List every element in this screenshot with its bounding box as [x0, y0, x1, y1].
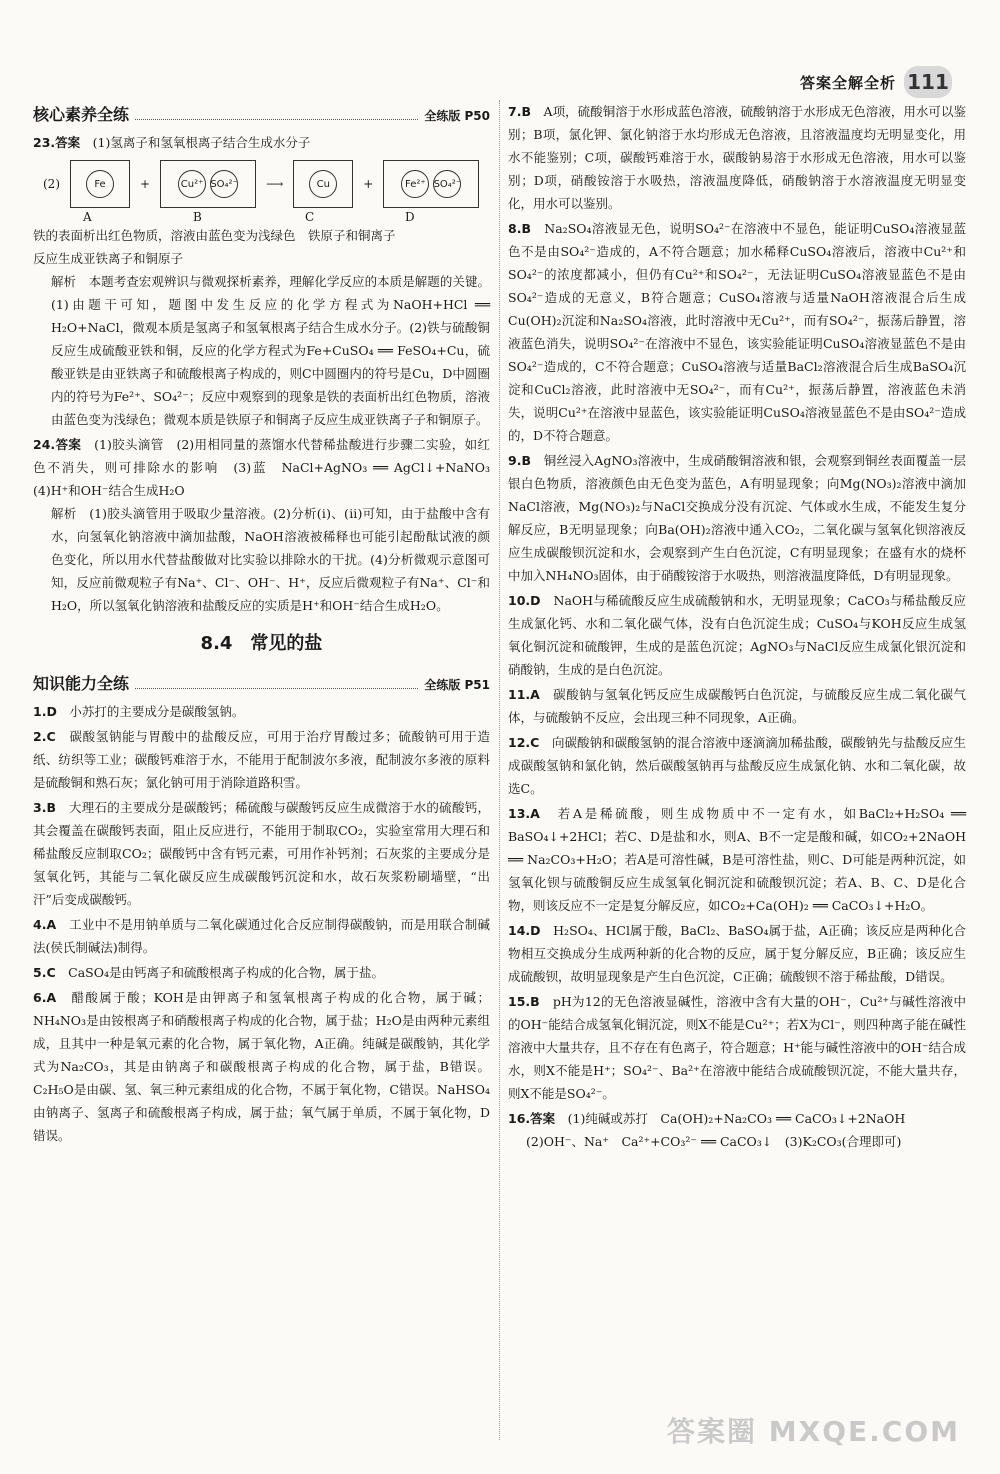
diagram-prefix: (2)	[43, 177, 60, 191]
question-5	[33, 961, 490, 984]
q-text: A项，硫酸铜溶于水形成蓝色溶液，硫酸钠溶于水形成无色溶液，用水可以鉴别；B项，氯化钾、氯化钠溶于水均形成无色溶液，且溶液温度均无明显变化，用水不能鉴别；C项，碳酸钙难溶于水，碳酸钠易溶于水形成无色溶液，用水可以鉴别；D项，硝酸铵溶于水吸热，溶液温度降低，硝酸钠溶于水溶液温度无明显变化，用水可以鉴别。	[508, 104, 966, 211]
q-answer-line1: (1)纯碱或苏打 Ca(OH)₂+Na₂CO₃ ══ CaCO₃↓+2NaOH	[567, 1111, 906, 1126]
label-d: D	[405, 210, 415, 224]
q-num: 15.B	[508, 994, 540, 1009]
question-2	[33, 725, 490, 794]
q-text: 若A是稀硫酸，则生成物质中不一定有水，如BaCl₂+H₂SO₄ ══ BaSO₄↓+2HCl；若C、D是盐和水，则A、B不一定是酸和碱，如CO₂+2NaOH ══ Na₂CO₃+H₂O；若A是可溶性碱，B是可溶性盐，则C、D可能是两种沉淀，如氢氧化钡与硫酸铜反应生成氢氧化铜沉淀和硫酸钡沉淀；若A、B、C、D是化合物，则该反应不一定是复分解反应，如CO₂+Ca(OH)₂ ══ CaCO₃↓+H₂O。	[508, 806, 966, 913]
circle-fe2: Fe²⁺	[401, 170, 429, 198]
q-num: 1.D	[33, 704, 57, 719]
question-24	[33, 433, 503, 617]
question-11	[508, 683, 966, 729]
reaction-diagram: (2) Fe + Cu²⁺ SO₄²⁻ ⟶ Cu + Fe²⁺ SO₄²⁻	[43, 160, 490, 208]
circle-so4b: SO₄²⁻	[433, 170, 461, 198]
question-7	[508, 100, 966, 215]
q-text: 向碳酸钠和碳酸氢钠的混合溶液中逐滴滴加稀盐酸，碳酸钠先与盐酸反应生成碳酸氢钠和氯化钠，然后碳酸氢钠再与盐酸反应生成氯化钠、水和二氧化碳，故选C。	[508, 735, 966, 796]
q-text: 小苏打的主要成分是碳酸氢钠。	[69, 704, 245, 719]
label-b: B	[193, 210, 202, 224]
question-8	[508, 217, 966, 447]
section-header-core	[33, 102, 490, 125]
q24-explanation: 解析 (1)胶头滴管用于吸取少量溶液。(2)分析(ⅰ)、(ⅱ)可知，由于盐酸中含有水，向氢氧化钠溶液中滴加盐酸，NaOH溶液被稀释也可能引起酚酞试液的颜色变化，所以用水代替盐酸做对比实验以排除水的干扰。(4)分析微观示意图可知，反应前微观粒子有Na⁺、Cl⁻、OH⁻、H⁺，反应后微观粒子有Na⁺、Cl⁻和H₂O，所以氢氧化钠溶液和盐酸反应的实质是H⁺和OH⁻结合生成H₂O。	[51, 506, 490, 613]
q-num: 16.答案	[508, 1111, 556, 1126]
q-text: 铜丝浸入AgNO₃溶液中，生成硝酸铜溶液和银，会观察到铜丝表面覆盖一层银白色物质，溶液颜色由无色变为蓝色，A有明显现象；向Mg(NO₃)₂溶液中滴加NaCl溶液，Mg(NO₃)₂与NaCl交换成分没有沉淀、气体或水生成，不能发生复分解反应，B无明显现象；向Ba(OH)₂溶液中通入CO₂，二氧化碳与氢氧化钡溶液反应生成碳酸钡沉淀和水，会观察到产生白色沉淀，C有明显现象；在盛有水的烧杯中加入NH₄NO₃固体，由于硝酸铵溶于水吸热，则溶液温度降低，D有明显现象。	[508, 453, 966, 583]
q23-line2: 反应生成亚铁离子和铜原子	[33, 251, 184, 266]
circle-fe: Fe	[86, 170, 114, 198]
q-num: 24.答案	[33, 437, 82, 452]
q-text: NaOH与稀硫酸反应生成硫酸钠和水，无明显现象；CaCO₃与稀盐酸反应生成氯化钙、水和二氧化碳气体，没有白色沉淀生成；CuSO₄与KOH反应生成氢氧化铜沉淀和硫酸钾，生成的是蓝色沉淀；AgNO₃与NaCl反应生成氯化银沉淀和硝酸钠，生成的是白色沉淀。	[508, 593, 966, 677]
q-num: 9.B	[508, 453, 531, 468]
question-9	[508, 449, 966, 587]
q-text: 碳酸钠与氢氧化钙反应生成碳酸钙白色沉淀，与硫酸反应生成二氧化碳气体，与硫酸钠不反应，会出现三种不同现象，A正确。	[508, 687, 966, 725]
page-header	[800, 66, 952, 98]
question-4	[33, 913, 490, 959]
q23-explanation: 解析 本题考查宏观辨识与微观探析素养，理解化学反应的本质是解题的关键。(1)由题干可知，题图中发生反应的化学方程式为NaOH+HCl ══ H₂O+NaCl，微观本质是氢离子和氢氧根离子结合生成水分子。(2)铁与硫酸铜反应生成硫酸亚铁和铜，反应的化学方程式为Fe+CuSO₄ ══ FeSO₄+Cu，硫酸亚铁是由亚铁离子和硫酸根离子构成的，则C中圆圈内的符号是Cu，D中圆圈内的符号为Fe²⁺、SO₄²⁻；反应中观察到的现象是铁的表面析出红色物质，溶液由蓝色变为浅绿色；微观本质是铁原子和铜离子反应生成亚铁离子子和铜原子。	[51, 274, 490, 427]
section-name: 知识能力全练	[33, 674, 130, 693]
box-c	[293, 160, 353, 208]
column-divider	[499, 100, 500, 1440]
q-text: 醋酸属于酸；KOH是由钾离子和氢氧根离子构成的化合物，属于碱；NH₄NO₃是由铵根离子和硝酸根离子构成的化合物，属于盐；H₂O是由两种元素组成，且其中一种是氧元素的化合物，属于氧化物，A正确。纯碱是碳酸钠，其化学式为Na₂CO₃，其是由钠离子和碳酸根离子构成的化合物，属于盐，B错误。C₂H₅O是由碳、氢、氧三种元素组成的化合物，不属于氧化物，C错误。NaHSO₄由钠离子、氢离子和硫酸根离子构成，属于盐；氧气属于单质，不属于氧化物，D错误。	[33, 990, 490, 1143]
question-3	[33, 796, 490, 911]
box-a	[70, 160, 130, 208]
arrow-icon: ⟶	[266, 177, 284, 191]
q-num: 6.A	[33, 990, 57, 1005]
q-num: 12.C	[508, 735, 540, 750]
q-text: H₂SO₄、HCl属于酸，BaCl₂、BaSO₄属于盐，A正确；该反应是两种化合物相互交换成分生成两种新的化合物的反应，属于复分解反应，B正确；该反应生成硫酸钡，故明显现象是产生白色沉淀，C正确；硫酸钡不溶于稀盐酸，D错误。	[508, 923, 966, 984]
left-column	[33, 100, 503, 1149]
question-13	[508, 802, 966, 917]
q23-line1: 铁的表面析出红色物质，溶液由蓝色变为浅绿色 铁原子和铜离子	[33, 228, 396, 243]
q-num: 14.D	[508, 923, 541, 938]
circle-cu2: Cu²⁺	[178, 170, 206, 198]
q-text: CaSO₄是由钙离子和硫酸根离子构成的化合物，属于盐。	[68, 965, 384, 980]
question-12	[508, 731, 966, 800]
q-answer: (1)氢离子和氢氧根离子结合生成水分子	[92, 135, 311, 150]
question-15	[508, 990, 966, 1105]
q-num: 7.B	[508, 104, 531, 119]
q-answer: (1)胶头滴管 (2)用相同量的蒸馏水代替稀盐酸进行步骤二实验，如红色不消失，则可排除水的影响 (3)蓝 NaCl+AgNO₃ ══ AgCl↓+NaNO₃ (4)H⁺和OH⁻结合生成H₂O	[33, 437, 503, 498]
header-title: 答案全解全析	[799, 73, 896, 92]
section-name: 核心素养全练	[33, 105, 130, 124]
question-6	[33, 986, 490, 1147]
q-text: 碳酸氢钠能与胃酸中的盐酸反应，可用于治疗胃酸过多；硫酸钠可用于造纸、纺织等工业；碳酸钙难溶于水，不能用于配制波尔多液，配制波尔多液的原料是硫酸铜和熟石灰；氯化钠可用于消除道路积雪。	[33, 729, 490, 790]
section-subtitle: 8.4 常见的盐	[200, 633, 323, 654]
box-d	[383, 160, 479, 208]
q-text: 大理石的主要成分是碳酸钙；稀硫酸与碳酸钙反应生成微溶于水的硫酸钙，其会覆盖在碳酸钙表面，阻止反应进行，不能用于制取CO₂，实验室常用大理石和稀盐酸反应制取CO₂；碳酸钙中含有钙元素，可用作补钙剂；石灰浆的主要成分是氢氧化钙，其能与二氧化碳反应生成碳酸钙沉淀和水，故石灰浆粉刷墙壁，“出汗”后变成碳酸钙。	[33, 800, 490, 907]
q-num: 10.D	[508, 593, 541, 608]
right-column	[508, 100, 966, 1155]
question-16	[508, 1107, 966, 1153]
circle-cu: Cu	[309, 170, 337, 198]
question-10	[508, 589, 966, 681]
question-23	[33, 131, 490, 431]
q-num: 23.答案	[33, 135, 81, 150]
q-answer-line2: (2)OH⁻、Na⁺ Ca²⁺+CO₃²⁻ ══ CaCO₃↓ (3)K₂CO₃(合理即可)	[526, 1134, 902, 1149]
q-num: 5.C	[33, 965, 56, 980]
q-num: 13.A	[508, 806, 540, 821]
section-ref: 全练版 P51	[424, 678, 490, 692]
q-num: 3.B	[33, 800, 56, 815]
watermark: 答案圈 MXQE.COM	[667, 1415, 960, 1448]
question-14	[508, 919, 966, 988]
q-text: Na₂SO₄溶液显无色，说明SO₄²⁻在溶液中不显色，能证明CuSO₄溶液显蓝色不是由SO₄²⁻造成的，A不符合题意；加水稀释CuSO₄溶液后，溶液中Cu²⁺和SO₄²⁻的浓度都减小，但仍有Cu²⁺和SO₄²⁻，无法证明CuSO₄溶液显蓝色不是由SO₄²⁻造成的无意义，B符合题意；CuSO₄溶液与适量NaOH溶液混合后生成Cu(OH)₂沉淀和Na₂SO₄溶液，此时溶液中无Cu²⁺，而有SO₄²⁻，振荡后静置，溶液蓝色消失，说明SO₄²⁻在溶液中不显色，该实验能证明CuSO₄溶液显蓝色不是由SO₄²⁻造成的，C不符合题意；CuSO₄溶液与适量BaCl₂溶液混合后生成BaSO₄沉淀和CuCl₂溶液，此时溶液中无SO₄²⁻，而有Cu²⁺，振荡后静置，溶液蓝色未消失，说明Cu²⁺在溶液中显蓝色，该实验能证明CuSO₄溶液显蓝色不是由SO₄²⁻造成的，D不符合题意。	[508, 221, 966, 443]
q-num: 2.C	[33, 729, 56, 744]
label-c: C	[305, 210, 315, 224]
q-num: 11.A	[508, 687, 540, 702]
diagram-labels	[43, 210, 490, 224]
q-text: pH为12的无色溶液显碱性，溶液中含有大量的OH⁻，Cu²⁺与碱性溶液中的OH⁻能结合成氢氧化铜沉淀，则X不能是Cu²⁺；若X为Cl⁻，则四种离子能在碱性溶液中大量共存，且不存在有色离子，符合题意；H⁺能与碱性溶液中的OH⁻结合成水，则X不能是H⁺；SO₄²⁻、Ba²⁺在溶液中能结合成硫酸钡沉淀，不能大量共存，则X不能是SO₄²⁻。	[508, 994, 966, 1101]
q-num: 4.A	[33, 917, 57, 932]
q-text: 工业中不是用钠单质与二氧化碳通过化合反应制得碳酸钠，而是用联合制碱法(侯氏制碱法)制得。	[33, 917, 490, 955]
section-ref: 全练版 P50	[424, 109, 490, 123]
section-header-knowledge	[33, 671, 490, 694]
circle-so4: SO₄²⁻	[210, 170, 238, 198]
q-num: 8.B	[508, 221, 531, 236]
question-1	[33, 700, 490, 723]
box-b	[160, 160, 256, 208]
page-number: 111	[904, 66, 952, 98]
label-a: A	[83, 210, 92, 224]
